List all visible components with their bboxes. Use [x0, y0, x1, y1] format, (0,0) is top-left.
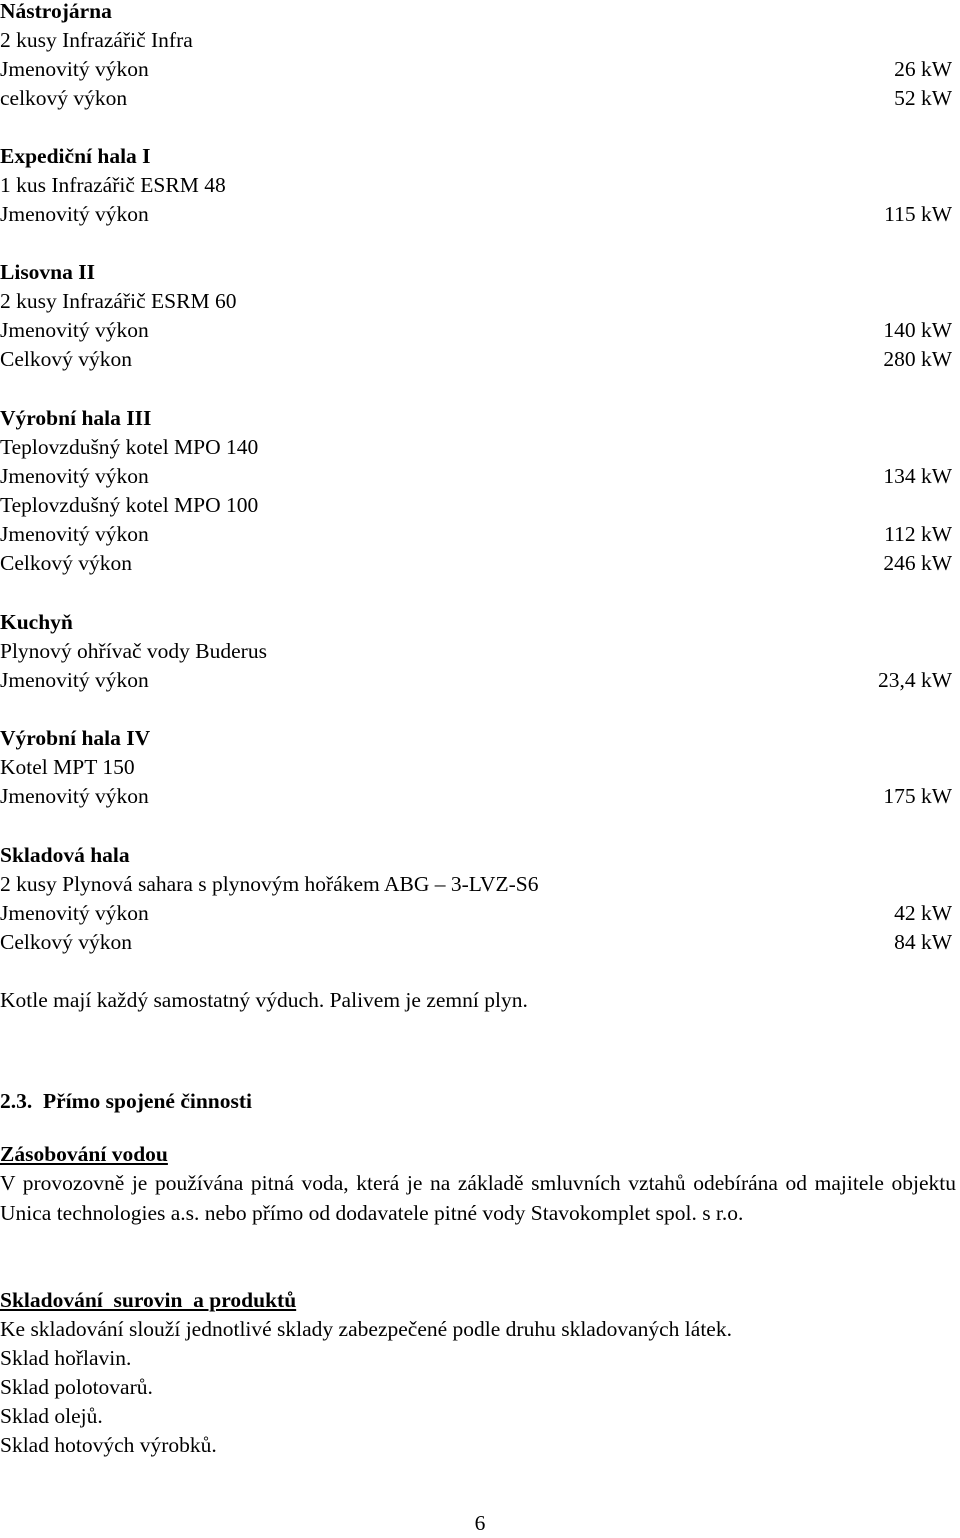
- chapter-title: Přímo spojené činnosti: [43, 1089, 253, 1113]
- equipment-line: 2 kusy Plynová sahara s plynovým hořákem ABG – 3-LVZ-S6: [0, 872, 539, 896]
- section-title-kuchyn: Kuchyň: [0, 610, 73, 634]
- chapter-heading: [0, 1087, 252, 1116]
- page-number: 6: [474, 1511, 486, 1535]
- power-label: Jmenovitý výkon: [0, 464, 149, 488]
- power-value: 52 kW: [894, 86, 952, 110]
- chapter-number: 2.3.: [0, 1089, 33, 1113]
- power-label: Celkový výkon: [0, 930, 132, 954]
- power-label: Celkový výkon: [0, 347, 132, 371]
- power-label: Jmenovitý výkon: [0, 901, 149, 925]
- power-label: celkový výkon: [0, 86, 128, 110]
- fuel-note: Kotle mají každý samostatný výduch. Palivem je zemní plyn.: [0, 988, 528, 1012]
- power-value: 140 kW: [883, 318, 952, 342]
- equipment-line: 1 kus Infrazářič ESRM 48: [0, 173, 226, 197]
- equipment-line: Teplovzdušný kotel MPO 100: [0, 493, 259, 517]
- power-label: Jmenovitý výkon: [0, 202, 149, 226]
- section-title-nastrojarna: Nástrojárna: [0, 0, 112, 23]
- storage-item: Sklad hotových výrobků.: [0, 1433, 217, 1457]
- power-value: 23,4 kW: [877, 668, 952, 692]
- storage-intro: Ke skladování slouží jednotlivé sklady zabezpečené podle druhu skladovaných látek.: [0, 1317, 732, 1341]
- storage-item: Sklad hořlavin.: [0, 1346, 132, 1370]
- water-heading: Zásobování vodou: [0, 1142, 168, 1166]
- power-label: Jmenovitý výkon: [0, 668, 149, 692]
- power-value: 134 kW: [883, 464, 952, 488]
- power-value: 280 kW: [883, 347, 952, 371]
- equipment-line: Teplovzdušný kotel MPO 140: [0, 435, 259, 459]
- section-title-lisovna: Lisovna II: [0, 260, 95, 284]
- equipment-line: 2 kusy Infrazářič ESRM 60: [0, 289, 237, 313]
- power-value: 246 kW: [883, 551, 952, 575]
- power-label: Jmenovitý výkon: [0, 318, 149, 342]
- power-label: Jmenovitý výkon: [0, 522, 149, 546]
- power-label: Jmenovitý výkon: [0, 784, 149, 808]
- equipment-line: 2 kusy Infrazářič Infra: [0, 28, 193, 52]
- power-value: 112 kW: [884, 522, 952, 546]
- storage-item: Sklad polotovarů.: [0, 1375, 153, 1399]
- power-value: 84 kW: [894, 930, 952, 954]
- equipment-line: Kotel MPT 150: [0, 755, 135, 779]
- power-value: 175 kW: [883, 784, 952, 808]
- storage-heading: Skladování surovin a produktů: [0, 1288, 297, 1312]
- power-value: 26 kW: [894, 57, 952, 81]
- power-label: Jmenovitý výkon: [0, 57, 149, 81]
- water-paragraph: V provozovně je používána pitná voda, která je na základě smluvních vztahů odebírána od majitele objektu Unica technologies a.s. nebo přímo od dodavatele pitné vody Stavokomplet spol. s r.o.: [0, 1171, 956, 1225]
- section-title-vyrobni-hala-iii: Výrobní hala III: [0, 406, 152, 430]
- equipment-line: Plynový ohřívač vody Buderus: [0, 639, 267, 663]
- power-value: 42 kW: [894, 901, 952, 925]
- power-label: Celkový výkon: [0, 551, 132, 575]
- section-title-vyrobni-hala-iv: Výrobní hala IV: [0, 726, 151, 750]
- section-title-expedicni-hala: Expediční hala I: [0, 144, 151, 168]
- storage-item: Sklad olejů.: [0, 1404, 103, 1428]
- power-value: 115 kW: [884, 202, 952, 226]
- section-title-skladova-hala: Skladová hala: [0, 843, 130, 867]
